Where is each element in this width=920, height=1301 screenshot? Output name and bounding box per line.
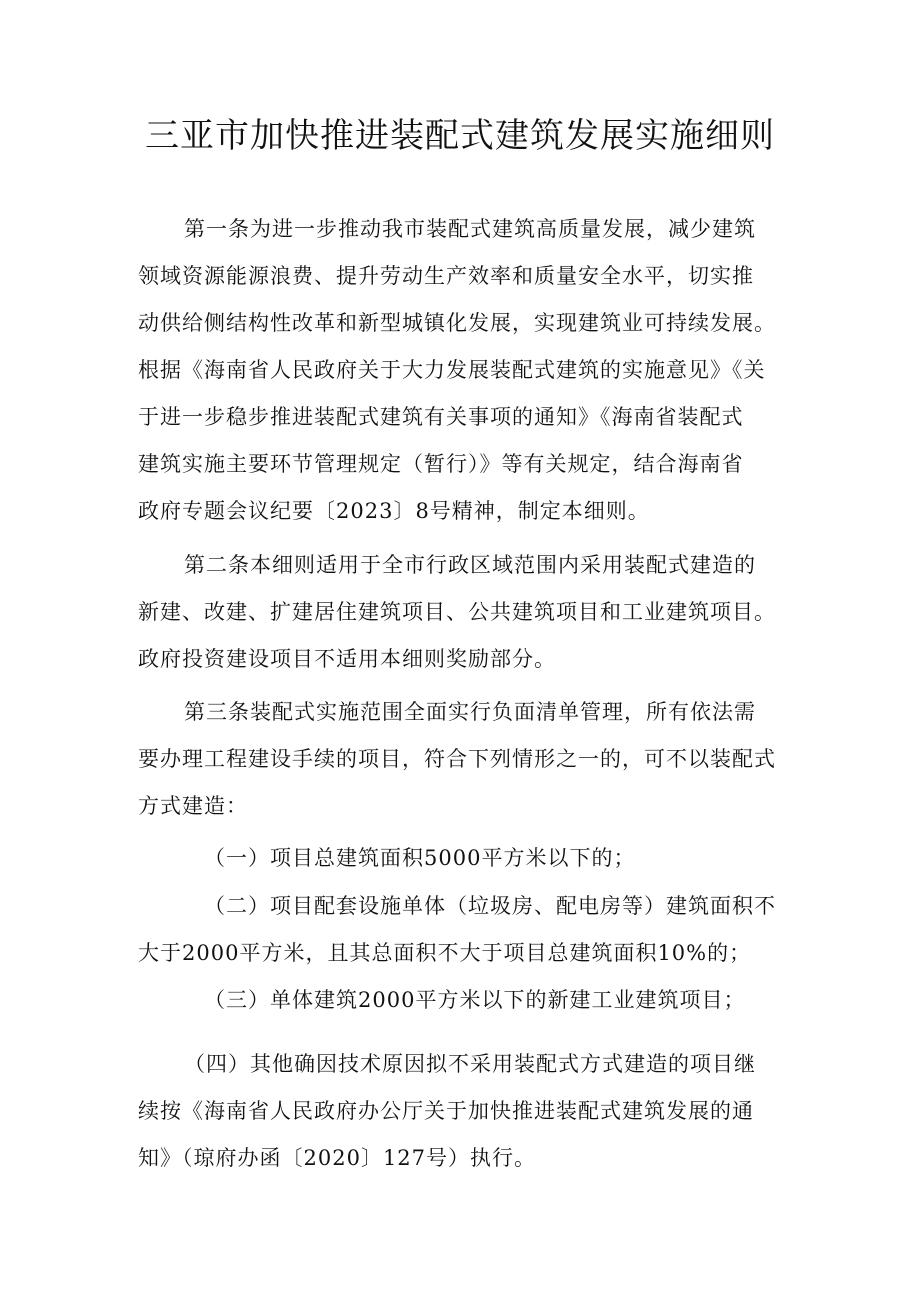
list-item-4-line-2: 续按《海南省人民政府办公厅关于加快推进装配式建筑发展的通 [138, 1099, 754, 1123]
list-item-1: （一）项目总建筑面积5000平方米以下的； [204, 846, 636, 870]
list-item-4-line-1: （四）其他确因技术原因拟不采用装配式方式建造的项目继 [184, 1052, 756, 1076]
article-3-line-3: 方式建造： [138, 794, 248, 818]
document-title: 三亚市加快推进装配式建筑发展实施细则 [145, 116, 775, 156]
article-1-line-6: 建筑实施主要环节管理规定（暂行）》等有关规定，结合海南省 [138, 452, 744, 476]
article-1-line-3: 动供给侧结构性改革和新型城镇化发展，实现建筑业可持续发展。 [138, 311, 776, 335]
list-item-2-line-2: 大于2000平方米，且其总面积不大于项目总建筑面积10%的； [138, 941, 752, 965]
list-item-4-line-3: 知》（琼府办函〔2020〕127号）执行。 [138, 1146, 537, 1170]
article-1-line-2: 领域资源能源浪费、提升劳动生产效率和质量安全水平，切实推 [138, 264, 754, 288]
list-item-3: （三）单体建筑2000平方米以下的新建工业建筑项目； [204, 988, 746, 1012]
article-2-line-2: 新建、改建、扩建居住建筑项目、公共建筑项目和工业建筑项目。 [138, 600, 776, 624]
article-2-line-3: 政府投资建设项目不适用本细则奖励部分。 [138, 647, 556, 671]
article-1-line-7: 政府专题会议纪要〔2023〕8号精神，制定本细则。 [138, 499, 650, 523]
article-2-line-1: 第二条本细则适用于全市行政区域范围内采用装配式建造的 [184, 553, 756, 577]
article-1-line-5: 于进一步稳步推进装配式建筑有关事项的通知》《海南省装配式 [138, 405, 744, 429]
article-3-line-1: 第三条装配式实施范围全面实行负面清单管理，所有依法需 [184, 700, 756, 724]
article-1-line-1: 第一条为进一步推动我市装配式建筑高质量发展，减少建筑 [184, 217, 756, 241]
list-item-2-line-1: （二）项目配套设施单体（垃圾房、配电房等）建筑面积不 [204, 894, 776, 918]
article-3-line-2: 要办理工程建设手续的项目，符合下列情形之一的，可不以装配式 [138, 747, 776, 771]
article-1-line-4: 根据《海南省人民政府关于大力发展装配式建筑的实施意见》《关 [138, 358, 766, 382]
